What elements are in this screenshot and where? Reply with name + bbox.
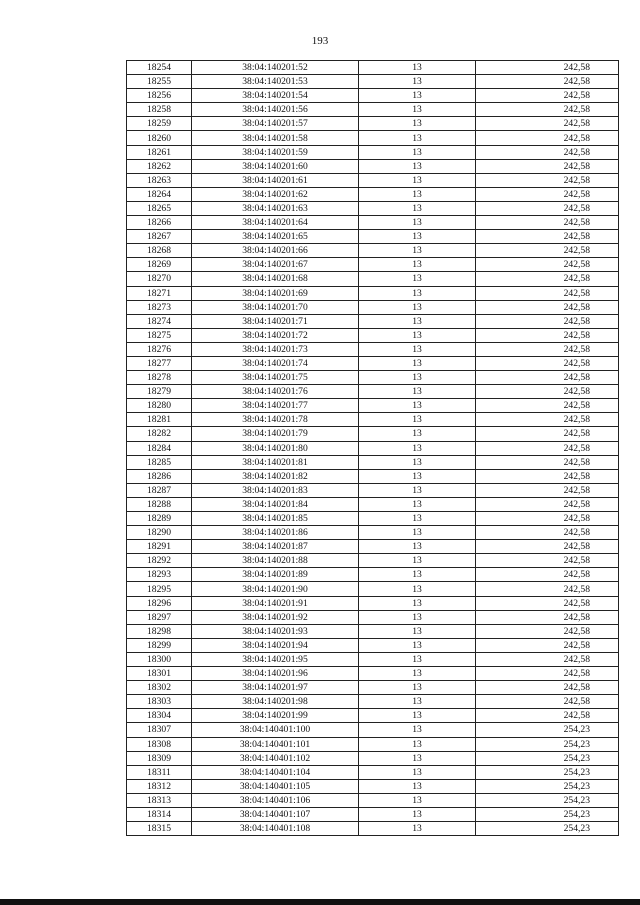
row-number-cell: 18297 — [127, 610, 192, 624]
row-number-cell: 18271 — [127, 286, 192, 300]
table-row — [127, 652, 619, 666]
value-cell: 242,58 — [476, 554, 619, 568]
row-number-cell: 18262 — [127, 159, 192, 173]
quantity-cell: 13 — [359, 371, 476, 385]
cadastral-number-cell: 38:04:140201:85 — [192, 512, 359, 526]
cadastral-number-cell: 38:04:140201:77 — [192, 399, 359, 413]
cadastral-number-cell: 38:04:140201:87 — [192, 540, 359, 554]
table-row — [127, 568, 619, 582]
quantity-cell: 13 — [359, 187, 476, 201]
table-row — [127, 230, 619, 244]
row-number-cell: 18280 — [127, 399, 192, 413]
quantity-cell: 13 — [359, 314, 476, 328]
cadastral-number-cell: 38:04:140201:71 — [192, 314, 359, 328]
row-number-cell: 18260 — [127, 131, 192, 145]
quantity-cell: 13 — [359, 356, 476, 370]
value-cell: 242,58 — [476, 230, 619, 244]
quantity-cell: 13 — [359, 610, 476, 624]
row-number-cell: 18301 — [127, 667, 192, 681]
table-row — [127, 822, 619, 836]
cadastral-number-cell: 38:04:140201:58 — [192, 131, 359, 145]
table-row — [127, 385, 619, 399]
table-row — [127, 554, 619, 568]
row-number-cell: 18311 — [127, 765, 192, 779]
cadastral-number-cell: 38:04:140401:104 — [192, 765, 359, 779]
table-row — [127, 596, 619, 610]
value-cell: 242,58 — [476, 638, 619, 652]
row-number-cell: 18293 — [127, 568, 192, 582]
cadastral-number-cell: 38:04:140201:89 — [192, 568, 359, 582]
value-cell: 242,58 — [476, 328, 619, 342]
row-number-cell: 18258 — [127, 103, 192, 117]
row-number-cell: 18291 — [127, 540, 192, 554]
cadastral-number-cell: 38:04:140201:68 — [192, 272, 359, 286]
quantity-cell: 13 — [359, 455, 476, 469]
cadastral-number-cell: 38:04:140201:74 — [192, 356, 359, 370]
cadastral-number-cell: 38:04:140201:60 — [192, 159, 359, 173]
table-row — [127, 244, 619, 258]
table-row — [127, 356, 619, 370]
value-cell: 242,58 — [476, 258, 619, 272]
table-row — [127, 145, 619, 159]
row-number-cell: 18276 — [127, 342, 192, 356]
quantity-cell: 13 — [359, 300, 476, 314]
quantity-cell: 13 — [359, 427, 476, 441]
cadastral-number-cell: 38:04:140201:80 — [192, 441, 359, 455]
value-cell: 242,58 — [476, 483, 619, 497]
table-row — [127, 286, 619, 300]
table-row — [127, 793, 619, 807]
value-cell: 254,23 — [476, 723, 619, 737]
quantity-cell: 13 — [359, 173, 476, 187]
value-cell: 254,23 — [476, 751, 619, 765]
value-cell: 254,23 — [476, 807, 619, 821]
cadastral-number-cell: 38:04:140201:94 — [192, 638, 359, 652]
quantity-cell: 13 — [359, 652, 476, 666]
value-cell: 242,58 — [476, 399, 619, 413]
table-row — [127, 258, 619, 272]
quantity-cell: 13 — [359, 117, 476, 131]
value-cell: 242,58 — [476, 512, 619, 526]
table-row — [127, 709, 619, 723]
row-number-cell: 18254 — [127, 61, 192, 75]
row-number-cell: 18314 — [127, 807, 192, 821]
cadastral-number-cell: 38:04:140201:83 — [192, 483, 359, 497]
table-row — [127, 117, 619, 131]
row-number-cell: 18284 — [127, 441, 192, 455]
table-row — [127, 216, 619, 230]
quantity-cell: 13 — [359, 554, 476, 568]
table-row — [127, 695, 619, 709]
value-cell: 242,58 — [476, 371, 619, 385]
quantity-cell: 13 — [359, 75, 476, 89]
quantity-cell: 13 — [359, 159, 476, 173]
value-cell: 242,58 — [476, 681, 619, 695]
table-row — [127, 342, 619, 356]
quantity-cell: 13 — [359, 103, 476, 117]
cadastral-number-cell: 38:04:140201:78 — [192, 413, 359, 427]
quantity-cell: 13 — [359, 413, 476, 427]
table-row — [127, 103, 619, 117]
quantity-cell: 13 — [359, 624, 476, 638]
row-number-cell: 18268 — [127, 244, 192, 258]
cadastral-number-cell: 38:04:140401:105 — [192, 779, 359, 793]
table-row — [127, 75, 619, 89]
scan-edge — [0, 899, 640, 905]
table-row — [127, 131, 619, 145]
quantity-cell: 13 — [359, 667, 476, 681]
quantity-cell: 13 — [359, 286, 476, 300]
value-cell: 254,23 — [476, 779, 619, 793]
cadastral-number-cell: 38:04:140201:65 — [192, 230, 359, 244]
row-number-cell: 18270 — [127, 272, 192, 286]
value-cell: 242,58 — [476, 624, 619, 638]
value-cell: 242,58 — [476, 61, 619, 75]
cadastral-number-cell: 38:04:140201:97 — [192, 681, 359, 695]
table-row — [127, 413, 619, 427]
quantity-cell: 13 — [359, 709, 476, 723]
table-row — [127, 582, 619, 596]
registry-table — [126, 60, 619, 836]
value-cell: 242,58 — [476, 526, 619, 540]
cadastral-number-cell: 38:04:140201:98 — [192, 695, 359, 709]
table-row — [127, 272, 619, 286]
quantity-cell: 13 — [359, 201, 476, 215]
cadastral-number-cell: 38:04:140201:84 — [192, 497, 359, 511]
value-cell: 242,58 — [476, 314, 619, 328]
table-row — [127, 681, 619, 695]
cadastral-number-cell: 38:04:140201:75 — [192, 371, 359, 385]
quantity-cell: 13 — [359, 61, 476, 75]
value-cell: 242,58 — [476, 159, 619, 173]
cadastral-number-cell: 38:04:140201:93 — [192, 624, 359, 638]
table-row — [127, 427, 619, 441]
value-cell: 242,58 — [476, 709, 619, 723]
table-row — [127, 779, 619, 793]
value-cell: 242,58 — [476, 427, 619, 441]
table-row — [127, 159, 619, 173]
table-row — [127, 540, 619, 554]
cadastral-number-cell: 38:04:140201:88 — [192, 554, 359, 568]
table-row — [127, 751, 619, 765]
row-number-cell: 18278 — [127, 371, 192, 385]
row-number-cell: 18302 — [127, 681, 192, 695]
row-number-cell: 18265 — [127, 201, 192, 215]
quantity-cell: 13 — [359, 723, 476, 737]
value-cell: 242,58 — [476, 695, 619, 709]
cadastral-number-cell: 38:04:140201:76 — [192, 385, 359, 399]
value-cell: 242,58 — [476, 568, 619, 582]
table-row — [127, 624, 619, 638]
table-row — [127, 314, 619, 328]
value-cell: 242,58 — [476, 469, 619, 483]
cadastral-number-cell: 38:04:140201:62 — [192, 187, 359, 201]
value-cell: 242,58 — [476, 244, 619, 258]
cadastral-number-cell: 38:04:140201:59 — [192, 145, 359, 159]
value-cell: 242,58 — [476, 272, 619, 286]
quantity-cell: 13 — [359, 779, 476, 793]
value-cell: 242,58 — [476, 497, 619, 511]
value-cell: 242,58 — [476, 216, 619, 230]
quantity-cell: 13 — [359, 582, 476, 596]
row-number-cell: 18263 — [127, 173, 192, 187]
table-row — [127, 512, 619, 526]
table-row — [127, 483, 619, 497]
cadastral-number-cell: 38:04:140201:86 — [192, 526, 359, 540]
quantity-cell: 13 — [359, 216, 476, 230]
cadastral-number-cell: 38:04:140201:99 — [192, 709, 359, 723]
value-cell: 242,58 — [476, 75, 619, 89]
cadastral-number-cell: 38:04:140201:67 — [192, 258, 359, 272]
row-number-cell: 18300 — [127, 652, 192, 666]
quantity-cell: 13 — [359, 681, 476, 695]
cadastral-number-cell: 38:04:140201:92 — [192, 610, 359, 624]
row-number-cell: 18274 — [127, 314, 192, 328]
row-number-cell: 18275 — [127, 328, 192, 342]
cadastral-number-cell: 38:04:140401:106 — [192, 793, 359, 807]
row-number-cell: 18289 — [127, 512, 192, 526]
quantity-cell: 13 — [359, 807, 476, 821]
row-number-cell: 18309 — [127, 751, 192, 765]
row-number-cell: 18267 — [127, 230, 192, 244]
cadastral-number-cell: 38:04:140201:57 — [192, 117, 359, 131]
quantity-cell: 13 — [359, 512, 476, 526]
registry-table-body — [127, 61, 619, 836]
row-number-cell: 18273 — [127, 300, 192, 314]
value-cell: 254,23 — [476, 765, 619, 779]
quantity-cell: 13 — [359, 793, 476, 807]
value-cell: 242,58 — [476, 356, 619, 370]
quantity-cell: 13 — [359, 272, 476, 286]
row-number-cell: 18269 — [127, 258, 192, 272]
row-number-cell: 18256 — [127, 89, 192, 103]
cadastral-number-cell: 38:04:140401:101 — [192, 737, 359, 751]
value-cell: 242,58 — [476, 667, 619, 681]
value-cell: 254,23 — [476, 793, 619, 807]
cadastral-number-cell: 38:04:140201:79 — [192, 427, 359, 441]
row-number-cell: 18281 — [127, 413, 192, 427]
table-row — [127, 187, 619, 201]
cadastral-number-cell: 38:04:140401:107 — [192, 807, 359, 821]
cadastral-number-cell: 38:04:140201:69 — [192, 286, 359, 300]
quantity-cell: 13 — [359, 596, 476, 610]
quantity-cell: 13 — [359, 469, 476, 483]
value-cell: 242,58 — [476, 413, 619, 427]
quantity-cell: 13 — [359, 483, 476, 497]
row-number-cell: 18286 — [127, 469, 192, 483]
value-cell: 242,58 — [476, 385, 619, 399]
quantity-cell: 13 — [359, 751, 476, 765]
row-number-cell: 18290 — [127, 526, 192, 540]
row-number-cell: 18299 — [127, 638, 192, 652]
row-number-cell: 18298 — [127, 624, 192, 638]
quantity-cell: 13 — [359, 328, 476, 342]
row-number-cell: 18295 — [127, 582, 192, 596]
value-cell: 242,58 — [476, 145, 619, 159]
table-row — [127, 737, 619, 751]
table-row — [127, 371, 619, 385]
row-number-cell: 18261 — [127, 145, 192, 159]
quantity-cell: 13 — [359, 258, 476, 272]
table-row — [127, 469, 619, 483]
value-cell: 242,58 — [476, 187, 619, 201]
quantity-cell: 13 — [359, 526, 476, 540]
row-number-cell: 18279 — [127, 385, 192, 399]
value-cell: 242,58 — [476, 131, 619, 145]
quantity-cell: 13 — [359, 822, 476, 836]
table-row — [127, 399, 619, 413]
row-number-cell: 18304 — [127, 709, 192, 723]
quantity-cell: 13 — [359, 230, 476, 244]
value-cell: 242,58 — [476, 173, 619, 187]
table-row — [127, 610, 619, 624]
cadastral-number-cell: 38:04:140201:73 — [192, 342, 359, 356]
cadastral-number-cell: 38:04:140201:96 — [192, 667, 359, 681]
value-cell: 242,58 — [476, 117, 619, 131]
quantity-cell: 13 — [359, 695, 476, 709]
quantity-cell: 13 — [359, 145, 476, 159]
row-number-cell: 18285 — [127, 455, 192, 469]
table-row — [127, 765, 619, 779]
cadastral-number-cell: 38:04:140201:70 — [192, 300, 359, 314]
cadastral-number-cell: 38:04:140401:102 — [192, 751, 359, 765]
table-row — [127, 300, 619, 314]
value-cell: 242,58 — [476, 441, 619, 455]
quantity-cell: 13 — [359, 342, 476, 356]
value-cell: 242,58 — [476, 103, 619, 117]
table-row — [127, 526, 619, 540]
quantity-cell: 13 — [359, 441, 476, 455]
row-number-cell: 18287 — [127, 483, 192, 497]
row-number-cell: 18277 — [127, 356, 192, 370]
quantity-cell: 13 — [359, 737, 476, 751]
row-number-cell: 18296 — [127, 596, 192, 610]
table-row — [127, 441, 619, 455]
value-cell: 242,58 — [476, 201, 619, 215]
table-row — [127, 173, 619, 187]
quantity-cell: 13 — [359, 244, 476, 258]
page-number: 193 — [311, 35, 329, 47]
value-cell: 242,58 — [476, 582, 619, 596]
table-row — [127, 61, 619, 75]
value-cell: 242,58 — [476, 342, 619, 356]
cadastral-number-cell: 38:04:140201:64 — [192, 216, 359, 230]
row-number-cell: 18292 — [127, 554, 192, 568]
table-row — [127, 201, 619, 215]
value-cell: 242,58 — [476, 455, 619, 469]
cadastral-number-cell: 38:04:140201:61 — [192, 173, 359, 187]
row-number-cell: 18282 — [127, 427, 192, 441]
table-row — [127, 497, 619, 511]
quantity-cell: 13 — [359, 497, 476, 511]
table-row — [127, 638, 619, 652]
value-cell: 242,58 — [476, 652, 619, 666]
row-number-cell: 18259 — [127, 117, 192, 131]
cadastral-number-cell: 38:04:140201:90 — [192, 582, 359, 596]
row-number-cell: 18255 — [127, 75, 192, 89]
quantity-cell: 13 — [359, 89, 476, 103]
row-number-cell: 18264 — [127, 187, 192, 201]
row-number-cell: 18313 — [127, 793, 192, 807]
cadastral-number-cell: 38:04:140401:100 — [192, 723, 359, 737]
row-number-cell: 18288 — [127, 497, 192, 511]
table-row — [127, 89, 619, 103]
value-cell: 242,58 — [476, 286, 619, 300]
cadastral-number-cell: 38:04:140201:54 — [192, 89, 359, 103]
cadastral-number-cell: 38:04:140201:66 — [192, 244, 359, 258]
row-number-cell: 18312 — [127, 779, 192, 793]
row-number-cell: 18266 — [127, 216, 192, 230]
table-row — [127, 328, 619, 342]
cadastral-number-cell: 38:04:140201:95 — [192, 652, 359, 666]
cadastral-number-cell: 38:04:140201:81 — [192, 455, 359, 469]
table-row — [127, 723, 619, 737]
quantity-cell: 13 — [359, 385, 476, 399]
cadastral-number-cell: 38:04:140201:72 — [192, 328, 359, 342]
quantity-cell: 13 — [359, 765, 476, 779]
value-cell: 242,58 — [476, 89, 619, 103]
value-cell: 242,58 — [476, 610, 619, 624]
value-cell: 242,58 — [476, 300, 619, 314]
row-number-cell: 18308 — [127, 737, 192, 751]
cadastral-number-cell: 38:04:140201:53 — [192, 75, 359, 89]
cadastral-number-cell: 38:04:140201:63 — [192, 201, 359, 215]
cadastral-number-cell: 38:04:140201:52 — [192, 61, 359, 75]
quantity-cell: 13 — [359, 131, 476, 145]
quantity-cell: 13 — [359, 568, 476, 582]
row-number-cell: 18315 — [127, 822, 192, 836]
cadastral-number-cell: 38:04:140401:108 — [192, 822, 359, 836]
quantity-cell: 13 — [359, 399, 476, 413]
quantity-cell: 13 — [359, 638, 476, 652]
row-number-cell: 18307 — [127, 723, 192, 737]
value-cell: 242,58 — [476, 596, 619, 610]
value-cell: 254,23 — [476, 822, 619, 836]
row-number-cell: 18303 — [127, 695, 192, 709]
table-row — [127, 667, 619, 681]
value-cell: 242,58 — [476, 540, 619, 554]
value-cell: 254,23 — [476, 737, 619, 751]
cadastral-number-cell: 38:04:140201:91 — [192, 596, 359, 610]
table-row — [127, 807, 619, 821]
cadastral-number-cell: 38:04:140201:56 — [192, 103, 359, 117]
cadastral-number-cell: 38:04:140201:82 — [192, 469, 359, 483]
quantity-cell: 13 — [359, 540, 476, 554]
table-row — [127, 455, 619, 469]
